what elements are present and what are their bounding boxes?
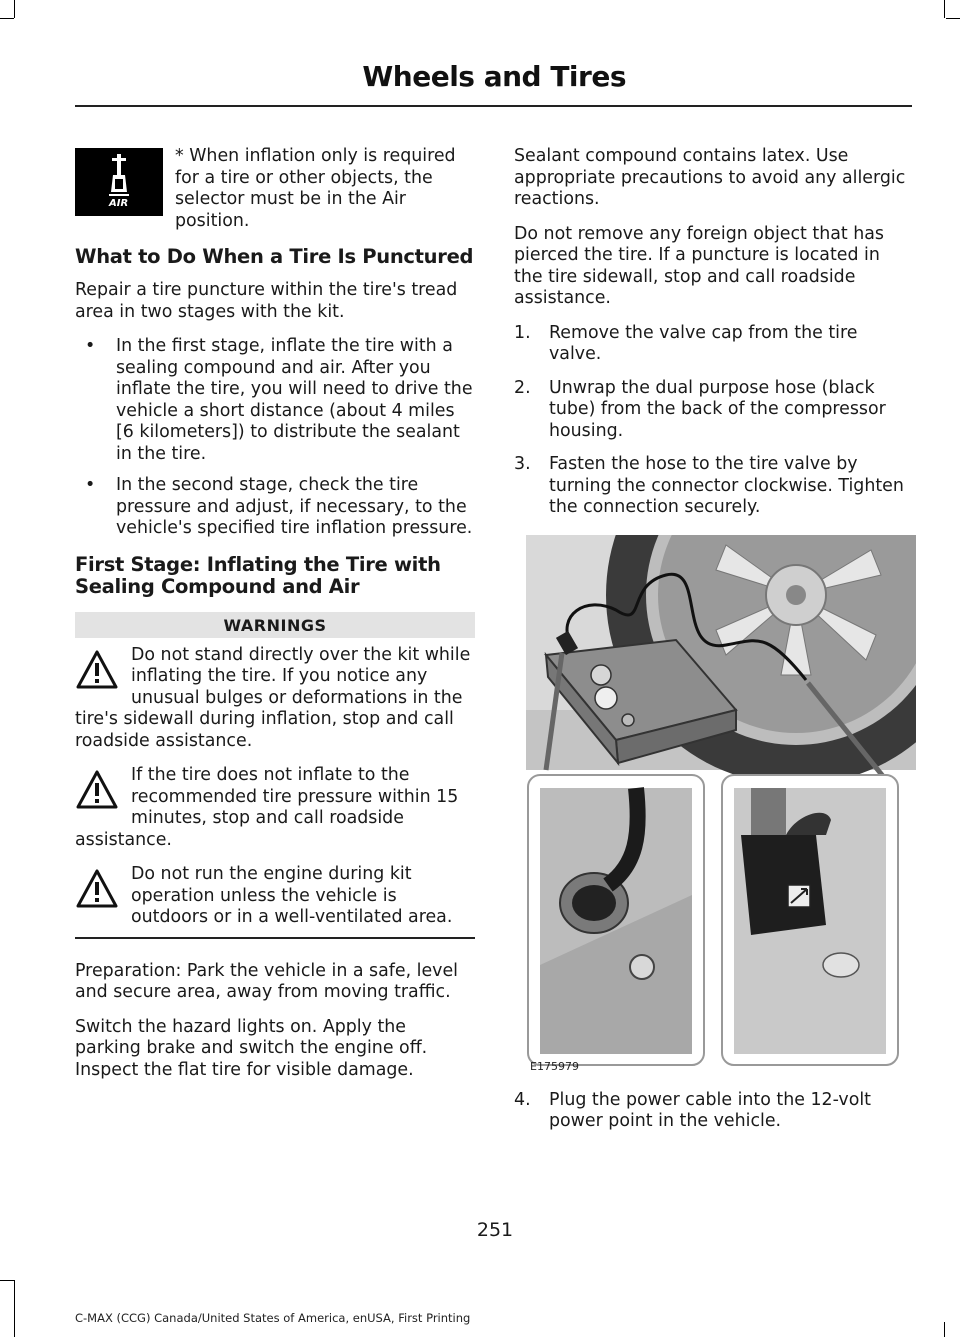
warning-text: If the tire does not inflate to the recommended tire pressure within 15 minutes, stop and call roadside assistance. bbox=[75, 765, 459, 850]
crop-mark bbox=[0, 18, 14, 19]
air-selector-icon bbox=[75, 148, 163, 216]
warning-text: Do not stand directly over the kit while inflating the tire. If you notice any unusual bulges or deformations in the tire's sidewall during inflation, stop and call roadside assistance. bbox=[75, 644, 471, 751]
figure-code: E175979 bbox=[530, 1060, 579, 1073]
step-number: 3. bbox=[514, 454, 531, 474]
list-item bbox=[75, 475, 475, 540]
step-text: Unwrap the dual purpose hose (black tube) from the back of the compressor housing. bbox=[549, 377, 886, 441]
warnings-end-rule bbox=[75, 937, 475, 939]
crop-mark bbox=[14, 0, 15, 18]
tire-kit-illustration-graphic bbox=[526, 535, 916, 1076]
compressor-illustration bbox=[526, 535, 916, 1076]
step-number: 1. bbox=[514, 322, 531, 343]
step-item bbox=[514, 1090, 912, 1133]
list-item bbox=[75, 336, 475, 465]
foreign-object-paragraph: Do not remove any foreign object that has pierced the tire. If a puncture is located in the tire sidewall, stop and call roadside assistance. bbox=[514, 223, 884, 308]
list-item-text: In the second stage, check the tire pressure and adjust, if necessary, to the vehicle's specified tire inflation pressure. bbox=[116, 475, 473, 538]
warning-triangle-icon bbox=[75, 867, 119, 911]
repair-paragraph: Repair a tire puncture within the tire's tread area in two stages with the kit. bbox=[75, 280, 458, 322]
stage-list bbox=[75, 336, 475, 540]
crop-mark bbox=[944, 1322, 945, 1337]
step-item bbox=[514, 378, 912, 443]
left-column bbox=[75, 146, 475, 1094]
warning-triangle-icon bbox=[75, 648, 119, 692]
step-number: 2. bbox=[514, 377, 531, 398]
step-text: Fasten the hose to the tire valve by turning the connector clockwise. Tighten the connection securely. bbox=[549, 454, 904, 517]
step-item bbox=[514, 323, 912, 366]
warning-triangle-icon bbox=[75, 768, 119, 812]
heading-first-stage: First Stage: Inflating the Tire with Sealing Compound and Air bbox=[75, 552, 441, 598]
page-title: Wheels and Tires bbox=[362, 60, 626, 93]
steps-list-continued bbox=[514, 1090, 912, 1133]
warning-item bbox=[75, 864, 475, 929]
footer-text: C-MAX (CCG) Canada/United States of America, enUSA, First Printing bbox=[75, 1311, 471, 1325]
steps-list bbox=[514, 323, 912, 519]
bullet-icon: • bbox=[85, 475, 96, 495]
bullet-icon: • bbox=[85, 336, 96, 356]
hazard-paragraph: Switch the hazard lights on. Apply the parking brake and switch the engine off. Inspect the flat tire for visible damage. bbox=[75, 1016, 428, 1080]
crop-mark bbox=[946, 18, 960, 19]
air-intro-paragraph bbox=[75, 146, 475, 232]
step-number: 4. bbox=[514, 1089, 531, 1110]
step-item bbox=[514, 454, 912, 519]
right-column bbox=[514, 146, 912, 1145]
warning-item bbox=[75, 765, 475, 851]
step-text: Plug the power cable into the 12-volt power point in the vehicle. bbox=[549, 1089, 871, 1131]
warnings-header: WARNINGS bbox=[75, 612, 475, 638]
list-item-text: In the first stage, inflate the tire with a sealing compound and air. After you inflate the tire, you will need to drive the vehicle a short distance (about 4 miles [6 kilometers]) to distribute the sealant in the tire. bbox=[116, 336, 473, 464]
latex-paragraph: Sealant compound contains latex. Use appropriate precautions to avoid any allergic reactions. bbox=[514, 146, 906, 209]
crop-mark bbox=[14, 1280, 15, 1337]
air-intro-text: * When inflation only is required for a tire or other objects, the selector must be in the Air position. bbox=[175, 146, 456, 231]
header-divider bbox=[75, 105, 912, 107]
heading-tire-punctured: What to Do When a Tire Is Punctured bbox=[75, 245, 474, 268]
page-number: 251 bbox=[476, 1219, 514, 1241]
warning-item bbox=[75, 645, 475, 753]
crop-mark bbox=[0, 1280, 14, 1281]
step-text: Remove the valve cap from the tire valve. bbox=[549, 322, 858, 364]
preparation-paragraph: Preparation: Park the vehicle in a safe, level and secure area, away from moving traffic. bbox=[75, 960, 459, 1002]
crop-mark bbox=[944, 0, 945, 18]
air-icon-label: AIR bbox=[109, 198, 129, 209]
warning-text: Do not run the engine during kit operation unless the vehicle is outdoors or in a well-ventilated area. bbox=[131, 864, 453, 927]
